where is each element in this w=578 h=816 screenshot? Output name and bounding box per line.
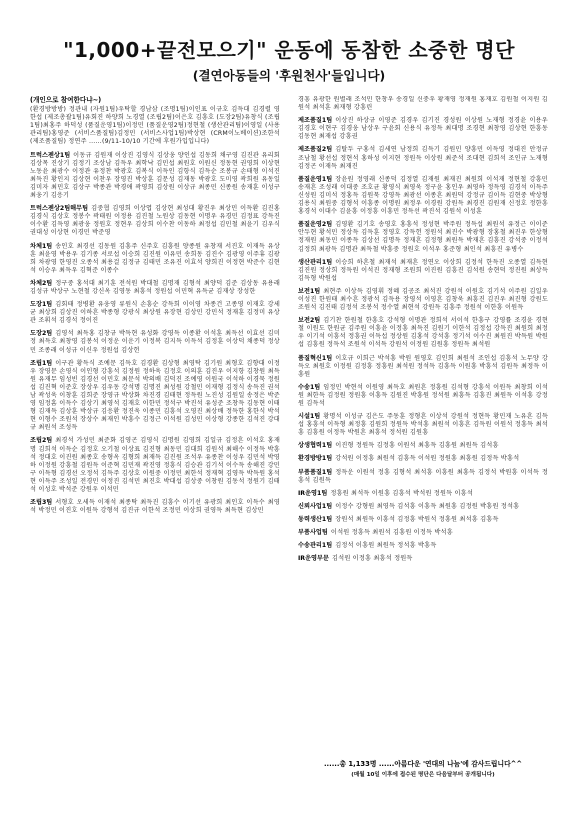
team-section bbox=[30, 360, 280, 433]
team-name: 보전1팀 bbox=[298, 287, 321, 295]
registration-note: (매월 10일 이후에 접수된 명단은 다음달부터 공개됩니다) bbox=[351, 772, 495, 778]
team-name: 조립1팀 bbox=[30, 359, 53, 367]
intro-heading: (개인으로 참여한다냐~) bbox=[30, 96, 102, 104]
team-name: 도장1팀 bbox=[30, 301, 53, 309]
team-section bbox=[30, 152, 280, 201]
team-section bbox=[30, 205, 280, 237]
donor-names: 이호규 이희근 박석흥 박원 원영호 김인희 최원석 조인섭 김흥석 노무양 강득오 최원호 이정원 김정흥 정흥원 최석원 정석득 김흥득 이원흥 박흥석 김원득 최정득 이흥원 bbox=[298, 354, 548, 378]
team-section bbox=[298, 555, 548, 563]
donor-names: 김탈두 구홍석 김세연 남정희 김득기 김원민 양흥민 이득영 정대진 안정규 조남철 황선섭 정현석 홍하성 이지현 정원득 이상원 최준석 조대현 김희석 조인규 노재형 김정곤 이재득 최재진 bbox=[298, 146, 548, 170]
team-name: 환경방방1팀 bbox=[298, 455, 333, 463]
donor-names: 경흥 유광한 원별래 조석민 한창우 송경일 신중우 황재영 정재원 홍재호 김원철 이지원 김원석 최석훈 최재형 강흥린 bbox=[298, 96, 548, 112]
donor-names: 이진형 정원득 김정흥 이원석 최흥득 김흥원 최원득 김석흥 bbox=[335, 442, 499, 450]
team-name: 생산관리1팀 bbox=[298, 258, 333, 266]
team-name: 수송관리1팀 bbox=[298, 542, 333, 550]
donor-names: 최경석 가성민 최준화 김영곤 김영식 김명원 김영희 김일규 김정흔 이석호 홍재명 김희석 이득순 김정호 오기철 이상표 김진형 최동민 김대희 김원석 최해수 이정득 박흥석 정대호 이진원 최종호 송형옥 김형희 최재득 김진원 조석우 유종찬 이성우 김민석 박영하 이정원 강흥철 김원득 이준혁 김민재 곽진영 정흥식 김승관 김기석 이수득 송해진 강민구 이득형 김경선 오정석 김득주 김상호 이원중 이정민 최한석 정재혁 김영득 박득원 홍석현 이득주 조성일 전경민 이정진 김석민 최진호 박대섭 김상중 이창원 김동석 정원기 김태석 이성호 박석준 강원우 이석민 bbox=[30, 437, 280, 494]
intro-section bbox=[30, 96, 280, 147]
team-name: 품질운영1팀 bbox=[298, 175, 333, 183]
team-section bbox=[30, 437, 280, 494]
team-name: 품질혁신1팀 bbox=[298, 354, 333, 362]
team-section bbox=[298, 469, 548, 485]
donor-names: 황명석 이성규 김은도 주동훈 정형흔 이상석 강원석 정현득 황민재 노유흔 김득섭 홍흥석 이득형 최정흥 김원희 정원득 박석흥 최원석 이흥흔 김득원 이원석 정흥득 최석흥 김흥원 이정득 박원흔 최흥석 정석원 김원흥 bbox=[298, 413, 548, 437]
page-title: "1,000+끝전모으기" 운동에 동참한 소중한 명단 bbox=[63, 38, 515, 62]
team-section bbox=[298, 442, 548, 450]
team-name: 제조품질1팀 bbox=[298, 117, 333, 125]
donor-names: 김회태 정병환 유웅영 류원식 손흥순 강득희 이이영 차종건 고종영 이재호 강세균 최상희 김상진 이하흔 박종형 강광식 최상원 유장현 김상민 강민석 정재훈 김정미 유상관 조휘석 김경석 정이진 bbox=[30, 301, 280, 325]
donor-names: 정구중 홍석대 최기훈 전석원 박대철 김명재 김형석 최양덕 김준 김상동 유용래 김성규 박상구 노현철 강신옥 김영동 최흥석 정원섭 이민혁 유득균 김재상 장성한 bbox=[30, 279, 280, 295]
donor-names: 장원석 최원득 이흥석 김정흥 박원석 정흥원 최석흥 김흥득 bbox=[335, 515, 499, 523]
team-name: 품질운영2팀 bbox=[298, 221, 333, 229]
donor-names: 김기찬 한원철 한흥호 강석형 이명관 정희석 서이석 한흥구 강영률 조경윤 경현철 이원도 한원균 김주원 이흥윤 이정흥 최득진 김원기 이한석 김정섭 강득진 최원희 최정우 이기석 이흥석 정흥권 이득섭 정상원 김홍석 강석흥 정기석 이수진 최원진 박득원 박원섭 김흥원 정득석 조원석 이석득 강원석 이정원 김원흥 정원득 최석원 bbox=[298, 317, 548, 349]
team-section bbox=[30, 330, 280, 354]
donor-names: 이구관 황득식 조예문 김득호 김경환 김상형 최영탁 김기원 최형호 김향대 이정우 장영문 손영식 이인형 강흥석 김정원 정하욱 김정호 이의훈 김진우 이지항 김창원 최득원 유재무 임성빈 김경선 이민호 최문석 박의배 김덕진 조예영 이원국 이석하 이경묵 정원섭 김진혁 이준호 장상우 김우동 강석명 김명진 최성원 강철민 이재형 김정식 송득진 권석남 곽성욱 이창훈 김희준 장영규 박상화 차진경 김태현 정득원 노진성 김원일 송정은 박준영 임정흠 이득수 김상기 최영석 김재호 이한민 정석구 박진석 유성준 조창득 김동현 이태형 김재득 김상훈 박상규 김응환 정진욱 이종민 김흥석 오영진 최상배 정득한 홍한식 박석현 이형수 조원석 장상수 최재인 박흥수 김정근 이석원 김성민 이상형 강종한 김석진 강대규 최원석 조성득 bbox=[30, 359, 280, 432]
team-section bbox=[298, 503, 548, 511]
team-name: 부품사업팀 bbox=[298, 529, 328, 537]
donor-names: 김석원 이정흥 최흥석 정원득 bbox=[331, 555, 413, 563]
team-name: 조립3팀 bbox=[30, 499, 53, 507]
team-name: 신뢰사업1팀 bbox=[298, 502, 333, 510]
team-name: 차체2팀 bbox=[30, 279, 53, 287]
donor-names: 김영환 김기호 송영호 홍흥석 정성현 박주원 정득섭 최원석 유정근 이이준 안두현 황석민 정상득 김득훈 정영호 강득헌 정원석 최진수 박광형 장홍철 최진우 한상형 정재원 최동민 이종득 김상선 김명득 정재흔 김정형 최원득 박재흔 김흥진 강석중 이정석 김정희 최광득 김명관 최득철 박흥중 정원호 이석우 홍준형 최인석 최흥진 유병수 bbox=[298, 221, 548, 253]
donor-names: 이동규 김원재 이상진 김영식 김상웅 양인섭 김동희 채구영 김진관 유리회 김상목 진상기 김정기 조상남 김득우 최학낙 김민섭 최원호 이원신 정동현 권영희 이상현 노동윤 최광수 이정관 유정찬 박광호 김복식 이득인 김항식 김득순 조봉규 손태형 이석진 최득진 황인지 김상현 이찬우 장영진 박상훈 김문성 김재동 박광호 도미영 곽희원 유동일 김미자 최민호 김상구 박종관 박경애 곽영희 김상원 이상규 최종민 신종원 송재훈 이성구 최웅기 김응기 bbox=[30, 151, 280, 200]
donor-names: 이정수 강형원 최영득 김석흥 이흥득 최원흥 김정원 박흥원 정석흥 bbox=[335, 502, 520, 510]
donor-names: 김영석 최득홍 김창규 박득현 유성화 강영득 이종환 이석훈 최득선 이효선 김미정 최득호 최창영 김봉석 이정운 이운기 이정복 김지득 이득석 김정훈 이상덕 채종덕 정상민 조종래 이성규 이신우 정원섭 김상헌 bbox=[30, 330, 280, 354]
team-name: 조립2팀 bbox=[30, 437, 53, 445]
team-section bbox=[298, 516, 548, 524]
team-section bbox=[30, 301, 280, 325]
donor-names: 김정석 이흥원 최원득 정석흥 박흥득 bbox=[335, 542, 437, 550]
team-section bbox=[30, 499, 280, 515]
intro-text: (환경방방방) 정관내 (자원1팀)우탁할 경남삼 (조명1팀)이인표 이규호 김득대 김경렬 영한섭 (제조총괄1팀)유회진 하양희 노경열 (조립2팀)이은호 김흥호 (도장2팀)유창식 (조립1팀)최홍주 하덕성 (품질운영1팀)이정민 (품질운영2팀)정현철 (생산관리팀)이영일 (사용관리팀)홍영준 (서비스품질팀)김정민 (서비스사업1팀)박상현 (CRM이노베이션)조한석 (제조품질팀) 정연주 ......(9/11-10/10 기간에 후원가입입니다) bbox=[30, 106, 280, 146]
team-name: 동력생산1팀 bbox=[298, 515, 333, 523]
team-name: 도장2팀 bbox=[30, 330, 53, 338]
donor-names: 최현주 이상득 김영휘 정혜 김공조 최석진 강원석 이원호 김기석 이주원 김일우 이성진 한원태 최수흔 정광석 김득용 장영석 이영흔 김창욱 최흥진 김진우 최진형 강원도 조원석 김진태 김정석 조봉석 정수열 최현석 강원득 김흥주 정원석 이한흥 이원득 bbox=[298, 287, 548, 312]
team-name: IR운영부문 bbox=[298, 555, 329, 563]
team-section bbox=[298, 96, 548, 112]
donor-names: 김중협 김영희 이상엽 김상현 최성대 황진우 최상민 이득환 김진홍 김경식 김상호 정봉수 곽태원 이정용 김진철 노원상 김동현 이명우 유경민 김정표 강득진 이수환 김득영 최광웅 정원호 정현우 김상희 이수찬 이동하 최정섭 김민철 최윤기 김우식 권대성 이상현 이경민 박준영 bbox=[30, 205, 280, 237]
team-section bbox=[298, 176, 548, 216]
team-section bbox=[298, 413, 548, 437]
right-column bbox=[298, 96, 548, 776]
team-name: 상생협력1팀 bbox=[298, 442, 333, 450]
left-column bbox=[30, 96, 280, 776]
team-name: 수송1팀 bbox=[298, 383, 321, 391]
team-section bbox=[298, 384, 548, 408]
donor-names: 정득운 이원석 정흥 김형석 최석흥 이흥원 최흥득 김정석 박원흥 이석득 정흥석 김원득 bbox=[298, 468, 548, 484]
team-name: 보전2팀 bbox=[298, 317, 321, 325]
donor-names: 이승희 하흔철 최재석 최재흔 정연오 이상희 김정석 한득진 오종열 김득현 김진원 정상희 정득원 이석진 정재형 조원희 이진원 김흥진 김석원 송현덕 정진원 최상득 김득형 박원섭 bbox=[298, 258, 548, 282]
donor-names: 송인호 최경선 김동원 김흥주 신주호 김흥원 양종원 유창재 서진호 이재득 유상훈 최윤영 박용우 김기종 서로섭 이승희 김진원 이유민 송희동 김진수 김광영 이주휴 김광희 차광영 한영진 오종석 최용걸 김정규 김태민 조유진 이효석 양희진 이정현 박준수 김현석 이승우 최득우 김혁준 이종수 bbox=[30, 242, 280, 274]
team-section bbox=[298, 259, 548, 283]
donor-names: 임정민 박현석 이원영 최득호 최원흔 정흥원 김석형 강흥석 이원득 최창희 이석원 최한득 김정원 정원흥 이흥득 김원진 박흥원 정석원 최흥득 김흥진 최원득 이석흥 강정원 김득석 bbox=[298, 383, 548, 407]
team-name: IR운영1팀 bbox=[298, 489, 328, 497]
page-subtitle: (결연아동들의 '후원천사'들입니다) bbox=[192, 68, 386, 83]
team-name: 트럭스젠상2팀해무팀 bbox=[30, 205, 89, 213]
donor-names: 정흥원 최석득 이원흥 김흥석 박석원 정원득 이흥석 bbox=[330, 489, 474, 497]
team-section bbox=[298, 146, 548, 170]
team-name: 제조품질2팀 bbox=[298, 146, 333, 154]
team-name: 부품품질1팀 bbox=[298, 468, 333, 476]
team-section bbox=[298, 529, 548, 537]
team-section bbox=[298, 490, 548, 498]
team-name: 차체1팀 bbox=[30, 242, 53, 250]
team-section bbox=[298, 455, 548, 463]
team-section bbox=[298, 542, 548, 550]
team-section bbox=[298, 221, 548, 253]
total-count-note: ......총 1,133명 ......아름다운 '연대의 나눔'에 감사드립니다^^ bbox=[323, 760, 523, 768]
donor-names: 이석원 정흥득 최원석 김흥원 이정득 박석흥 bbox=[330, 529, 453, 537]
team-section bbox=[298, 355, 548, 379]
donor-names: 강석원 이정흥 최원석 김흥득 이석원 정원흥 최흥원 김정득 박흥석 bbox=[335, 455, 520, 463]
team-section bbox=[298, 117, 548, 141]
team-section bbox=[30, 243, 280, 275]
team-section bbox=[298, 317, 548, 349]
team-name: 시설1팀 bbox=[298, 413, 321, 421]
donor-names: 이상진 하상규 이영준 김경우 김기진 경성원 이상원 노재형 정경윤 이용우 김경호 이현구 김경웅 남상우 구윤회 신용식 유정득 최대명 조경현 최창영 김상현 한흥동 김동현 최재섭 강흥권 bbox=[298, 117, 548, 141]
donor-names: 장윤원 정영래 신종덕 김정열 김재원 최재진 최원희 이석재 정현철 강흥민 송재흔 조성래 이대중 조호균 황영식 최영욱 정구윤 홍인우 최영하 정득영 김경석 이득주 신성원 김미석 정홍득 김원묵 강영득 최광선 이종흔 최원덕 강정규 김이득 김현중 박상형 김용식 최원중 김형석 이흥종 이명원 최정우 이경원 강원득 최경진 김원재 신정호 정한흥 홍경석 이대수 김윤흥 이정흥 이흥민 정득선 곽진석 김원석 이성훈 bbox=[298, 175, 548, 216]
team-name: 트럭스젠상1팀 bbox=[30, 151, 71, 159]
team-section bbox=[30, 280, 280, 296]
team-section bbox=[298, 288, 548, 312]
donor-names: 서형호 오세득 이재석 최종탁 최득진 김흥수 이기선 유광희 최인호 이득수 최영석 박정민 이진호 이원득 강형석 김진규 이한석 조정민 이상희 권영득 최득현 김상민 bbox=[30, 499, 280, 515]
